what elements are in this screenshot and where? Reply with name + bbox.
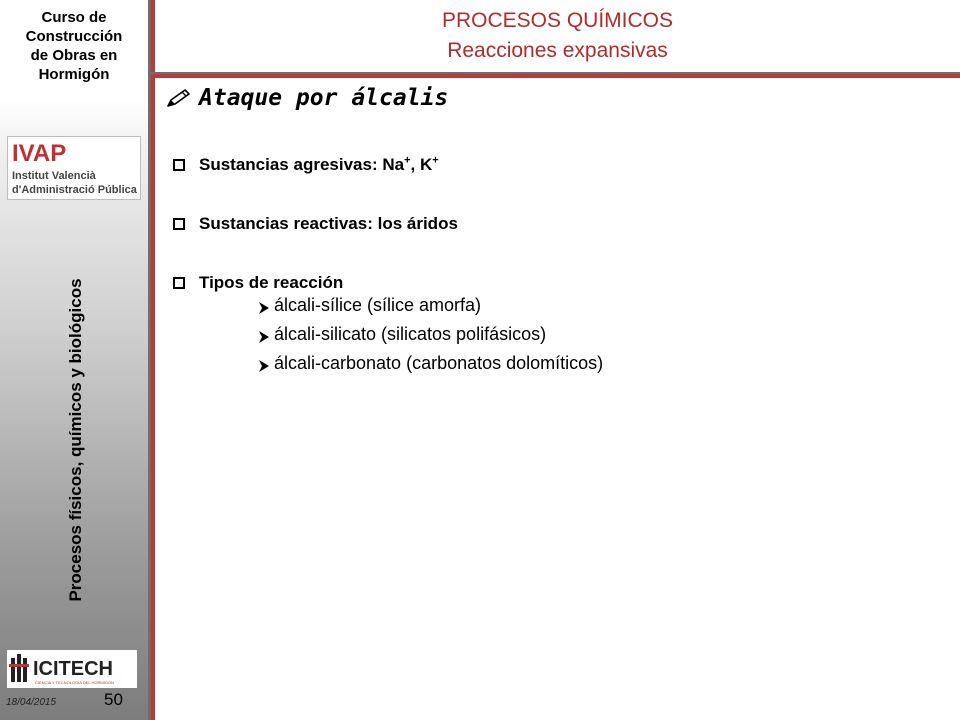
sub-list-item-text: álcali-carbonato (carbonatos dolomíticos)	[274, 353, 604, 373]
checkbox-icon	[173, 277, 185, 289]
superscript: +	[432, 154, 439, 167]
slide-title-line2: Reacciones expansivas	[447, 39, 668, 62]
list-item-agresivas	[173, 155, 439, 175]
ivap-logo-line1: Institut Valencià	[12, 170, 96, 182]
icitech-logo-name: ICITECH	[33, 658, 113, 680]
list-item-text: , K	[410, 155, 433, 174]
sidebar-divider-red	[151, 0, 155, 720]
superscript: +	[404, 154, 411, 167]
list-item-text: Sustancias agresivas: Na	[199, 155, 405, 174]
list-item-tipos	[173, 273, 343, 293]
sub-list-item	[257, 353, 603, 374]
sub-list-item	[257, 295, 481, 316]
ivap-logo	[7, 136, 141, 200]
list-item-label: Sustancias reactivas: los áridos	[199, 214, 458, 233]
main-heading-text: Ataque por álcalis	[199, 85, 449, 111]
list-item-reactivas	[173, 214, 458, 234]
icitech-logo	[7, 650, 137, 688]
sub-list-item-text: álcali-silicato (silicatos polifásicos)	[274, 324, 547, 344]
slide-number: 50	[104, 690, 123, 709]
pencil-icon	[165, 87, 193, 109]
checkbox-icon	[173, 218, 185, 230]
icitech-logo-tagline: CIENCIA Y TECNOLOGÍA DEL HORMIGÓN	[35, 680, 114, 685]
course-title	[0, 8, 148, 84]
course-title-line: Curso de	[41, 9, 107, 26]
sidebar	[0, 0, 148, 720]
main-heading	[165, 85, 448, 111]
ivap-logo-line2: d'Administració Pública	[12, 184, 137, 196]
list-item-label: Tipos de reacción	[199, 273, 344, 292]
header-divider-red	[151, 74, 960, 78]
slide-title-line1: PROCESOS QUÍMICOS	[441, 9, 674, 32]
arrow-icon	[257, 357, 271, 371]
course-title-line: Construcción	[25, 28, 123, 45]
sub-list-item-text: álcali-sílice (sílice amorfa)	[274, 295, 482, 315]
slide-title	[155, 6, 960, 74]
ivap-logo-name: IVAP	[12, 140, 67, 167]
slide-date: 18/04/2015	[6, 697, 57, 708]
arrow-icon	[257, 328, 271, 342]
list-item-label	[199, 155, 439, 175]
vertical-section-title: Procesos físicos, químicos y biológicos	[66, 278, 85, 602]
course-title-line: Hormigón	[38, 66, 110, 83]
sub-list-item	[257, 324, 546, 345]
arrow-icon	[257, 299, 271, 313]
course-title-line: de Obras en	[30, 47, 118, 64]
checkbox-icon	[173, 159, 185, 171]
